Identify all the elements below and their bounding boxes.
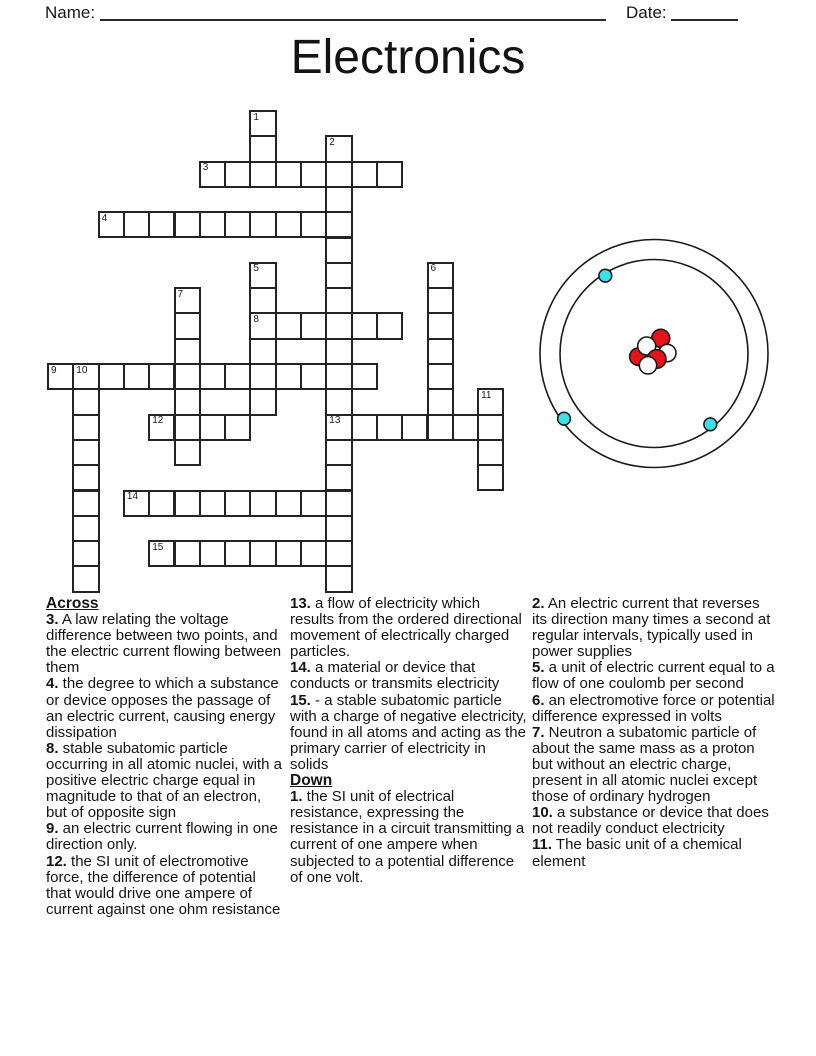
clue-text: a flow of electricity which results from the ordered directional movement of electrically charged particles. bbox=[290, 595, 522, 661]
grid-cell[interactable] bbox=[427, 338, 454, 365]
clue-text: The basic unit of a chemical element bbox=[532, 836, 742, 870]
grid-cell[interactable] bbox=[351, 414, 378, 441]
grid-cell[interactable] bbox=[224, 211, 251, 238]
page-title: Electronics bbox=[290, 31, 526, 84]
clue-number: 8. bbox=[46, 739, 59, 757]
grid-cell[interactable] bbox=[174, 338, 201, 365]
grid-cell[interactable] bbox=[300, 490, 327, 517]
grid-cell[interactable] bbox=[427, 262, 454, 289]
grid-cell[interactable] bbox=[249, 135, 276, 162]
grid-cell[interactable] bbox=[325, 237, 352, 264]
grid-cell[interactable] bbox=[249, 262, 276, 289]
grid-cell[interactable] bbox=[325, 540, 352, 567]
grid-cell[interactable] bbox=[224, 490, 251, 517]
name-blank-line[interactable] bbox=[100, 19, 606, 21]
grid-cell[interactable] bbox=[72, 363, 99, 390]
grid-cell[interactable] bbox=[249, 363, 276, 390]
clue-item bbox=[532, 725, 775, 805]
grid-cell[interactable] bbox=[325, 287, 352, 314]
grid-cell[interactable] bbox=[401, 414, 428, 441]
clue-item bbox=[46, 821, 283, 853]
grid-cell[interactable] bbox=[300, 363, 327, 390]
clue-number: 13. bbox=[290, 595, 311, 612]
grid-cell[interactable] bbox=[325, 439, 352, 466]
grid-cell[interactable] bbox=[325, 211, 352, 238]
grid-cell[interactable] bbox=[325, 388, 352, 415]
grid-cell[interactable] bbox=[72, 439, 99, 466]
grid-cell[interactable] bbox=[199, 211, 226, 238]
grid-cell[interactable] bbox=[199, 363, 226, 390]
grid-cell[interactable] bbox=[452, 414, 479, 441]
grid-cell[interactable] bbox=[427, 388, 454, 415]
grid-cell[interactable] bbox=[427, 287, 454, 314]
grid-cell[interactable] bbox=[174, 363, 201, 390]
grid-cell[interactable] bbox=[123, 211, 150, 238]
grid-cell[interactable] bbox=[325, 338, 352, 365]
grid-cell[interactable] bbox=[123, 363, 150, 390]
clue-number: 9. bbox=[46, 820, 59, 838]
name-label: Name: bbox=[45, 3, 96, 22]
clue-item bbox=[46, 854, 283, 918]
grid-cell[interactable] bbox=[72, 464, 99, 491]
clue-section-heading: Across bbox=[46, 595, 99, 612]
cell-number: 11 bbox=[481, 389, 492, 401]
electron bbox=[599, 269, 612, 282]
clue-number: 6. bbox=[532, 691, 545, 709]
grid-cell[interactable] bbox=[199, 490, 226, 517]
grid-cell[interactable] bbox=[275, 161, 302, 188]
grid-cell[interactable] bbox=[174, 439, 201, 466]
grid-cell[interactable] bbox=[98, 363, 125, 390]
grid-cell[interactable] bbox=[300, 540, 327, 567]
grid-cell[interactable] bbox=[351, 363, 378, 390]
grid-cell[interactable] bbox=[199, 540, 226, 567]
grid-cell[interactable] bbox=[72, 565, 99, 592]
grid-cell[interactable] bbox=[47, 363, 74, 390]
grid-cell[interactable] bbox=[427, 363, 454, 390]
grid-cell[interactable] bbox=[325, 565, 352, 592]
grid-cell[interactable] bbox=[174, 287, 201, 314]
neutron bbox=[639, 357, 656, 374]
atom-diagram bbox=[534, 234, 775, 475]
cell-number: 8 bbox=[253, 313, 259, 325]
grid-cell[interactable] bbox=[174, 490, 201, 517]
grid-cell[interactable] bbox=[325, 135, 352, 162]
grid-cell[interactable] bbox=[427, 312, 454, 339]
electron bbox=[558, 412, 571, 425]
grid-cell[interactable] bbox=[199, 161, 226, 188]
grid-cell[interactable] bbox=[325, 312, 352, 339]
grid-cell[interactable] bbox=[148, 363, 175, 390]
date-label: Date: bbox=[626, 3, 667, 22]
clue-item bbox=[532, 596, 775, 660]
grid-cell[interactable] bbox=[174, 388, 201, 415]
grid-cell[interactable] bbox=[477, 439, 504, 466]
cell-number: 14 bbox=[126, 491, 139, 502]
grid-cell[interactable] bbox=[72, 515, 99, 542]
grid-cell[interactable] bbox=[376, 312, 403, 339]
grid-cell[interactable] bbox=[275, 363, 302, 390]
grid-cell[interactable] bbox=[249, 338, 276, 365]
grid-cell[interactable] bbox=[72, 490, 99, 517]
grid-cell[interactable] bbox=[325, 490, 352, 517]
grid-cell[interactable] bbox=[249, 161, 276, 188]
clue-number: 12. bbox=[46, 852, 67, 870]
grid-cell[interactable] bbox=[174, 414, 201, 441]
cell-number: 1 bbox=[253, 111, 259, 123]
grid-cell[interactable] bbox=[300, 312, 327, 339]
grid-cell[interactable] bbox=[72, 388, 99, 415]
grid-cell[interactable] bbox=[325, 515, 352, 542]
grid-cell[interactable] bbox=[300, 161, 327, 188]
grid-cell[interactable] bbox=[477, 414, 504, 441]
grid-cell[interactable] bbox=[249, 287, 276, 314]
clue-number: 15. bbox=[290, 691, 311, 709]
clue-item bbox=[46, 676, 283, 740]
clue-column-2 bbox=[290, 596, 528, 886]
cell-number: 2 bbox=[329, 136, 335, 148]
date-blank-line[interactable] bbox=[671, 19, 738, 21]
clue-item bbox=[46, 741, 283, 821]
grid-cell[interactable] bbox=[174, 540, 201, 567]
grid-cell[interactable] bbox=[249, 540, 276, 567]
clue-item bbox=[290, 789, 528, 886]
grid-cell[interactable] bbox=[249, 388, 276, 415]
clue-number: 5. bbox=[532, 659, 545, 677]
cell-number: 10 bbox=[76, 364, 88, 376]
grid-cell[interactable] bbox=[351, 312, 378, 339]
grid-cell[interactable] bbox=[275, 312, 302, 339]
grid-cell[interactable] bbox=[98, 211, 125, 238]
clue-text: the SI unit of electromotive force, the difference of potential that would drive one ampere of current against one ohm resistance bbox=[46, 852, 281, 918]
clue-text: Neutron a subatomic particle of about the same mass as a proton but without an electric charge, present in all atomic nuclei except those of ordinary hydrogen bbox=[532, 723, 758, 806]
clue-number: 14. bbox=[290, 659, 311, 677]
clue-text: an electric current flowing in one direction only. bbox=[46, 820, 278, 854]
grid-cell[interactable] bbox=[427, 414, 454, 441]
clue-text: an electromotive force or potential difference expressed in volts bbox=[532, 691, 775, 725]
clue-number: 1. bbox=[290, 788, 303, 806]
clue-text: a material or device that conducts or transmits electricity bbox=[290, 659, 500, 693]
grid-cell[interactable] bbox=[148, 490, 175, 517]
clue-item bbox=[532, 837, 775, 869]
grid-cell[interactable] bbox=[249, 110, 276, 137]
grid-cell[interactable] bbox=[325, 363, 352, 390]
clue-section-heading: Down bbox=[290, 772, 333, 790]
cell-number: 13 bbox=[329, 415, 341, 427]
grid-cell[interactable] bbox=[275, 490, 302, 517]
grid-cell[interactable] bbox=[300, 211, 327, 238]
clue-text: a substance or device that does not readily conduct electricity bbox=[532, 804, 769, 838]
clue-number: 2. bbox=[532, 595, 545, 612]
clue-column-1 bbox=[46, 596, 283, 918]
grid-cell[interactable] bbox=[148, 211, 175, 238]
grid-cell[interactable] bbox=[351, 161, 378, 188]
cell-number: 9 bbox=[51, 364, 57, 376]
clue-text: a unit of electric current equal to a flow of one coulomb per second bbox=[532, 659, 775, 693]
grid-cell[interactable] bbox=[199, 414, 226, 441]
clue-number: 11. bbox=[532, 836, 553, 854]
clue-text: - a stable subatomic particle with a charge of negative electricity, found in all atoms and acting as the primary carrier of electricity in solids bbox=[290, 691, 527, 773]
grid-cell[interactable] bbox=[275, 540, 302, 567]
clue-item bbox=[46, 612, 283, 676]
clue-item bbox=[532, 805, 775, 837]
clue-text: stable subatomic particle occurring in all atomic nuclei, with a positive electric charge equal in magnitude to that of an electron, but of opposite sign bbox=[46, 739, 282, 822]
grid-cell[interactable] bbox=[249, 312, 276, 339]
grid-cell[interactable] bbox=[325, 262, 352, 289]
cell-number: 4 bbox=[101, 212, 108, 224]
clue-item bbox=[532, 693, 775, 725]
grid-cell[interactable] bbox=[72, 414, 99, 441]
grid-cell[interactable] bbox=[249, 490, 276, 517]
clue-text: An electric current that reverses its direction many times a second at regular intervals, typically used in power supplies bbox=[532, 595, 771, 661]
grid-cell[interactable] bbox=[148, 540, 175, 567]
cell-number: 6 bbox=[430, 263, 437, 275]
grid-cell[interactable] bbox=[72, 540, 99, 567]
grid-cell[interactable] bbox=[224, 540, 251, 567]
clue-item bbox=[290, 660, 528, 692]
clue-number: 4. bbox=[46, 675, 59, 693]
grid-cell[interactable] bbox=[224, 161, 251, 188]
grid-cell[interactable] bbox=[376, 161, 403, 188]
clue-number: 7. bbox=[532, 723, 545, 741]
grid-cell[interactable] bbox=[123, 490, 150, 517]
grid-cell[interactable] bbox=[174, 211, 201, 238]
cell-number: 7 bbox=[177, 288, 184, 300]
grid-cell[interactable] bbox=[325, 414, 352, 441]
grid-cell[interactable] bbox=[376, 414, 403, 441]
electron bbox=[704, 418, 717, 431]
grid-cell[interactable] bbox=[249, 211, 276, 238]
cell-number: 5 bbox=[253, 263, 259, 275]
grid-cell[interactable] bbox=[325, 186, 352, 213]
grid-cell[interactable] bbox=[224, 363, 251, 390]
cell-number: 3 bbox=[202, 162, 209, 174]
grid-cell[interactable] bbox=[325, 464, 352, 491]
cell-number: 12 bbox=[152, 415, 164, 427]
grid-cell[interactable] bbox=[325, 161, 352, 188]
clue-text: the SI unit of electrical resistance, expressing the resistance in a circuit transmitting a current of one ampere when subjected to a potential difference of one volt. bbox=[290, 788, 525, 886]
clue-item bbox=[290, 693, 528, 773]
grid-cell[interactable] bbox=[174, 312, 201, 339]
grid-cell[interactable] bbox=[477, 388, 504, 415]
clue-text: the degree to which a substance or device opposes the passage of an electric current, causing energy dissipation bbox=[46, 675, 279, 741]
cell-number: 15 bbox=[152, 541, 164, 553]
grid-cell[interactable] bbox=[148, 414, 175, 441]
clue-item bbox=[290, 596, 528, 660]
clue-item bbox=[532, 660, 775, 692]
clue-number: 10. bbox=[532, 804, 553, 822]
clue-text: A law relating the voltage difference between two points, and the electric current flowing between them bbox=[46, 611, 282, 677]
grid-cell[interactable] bbox=[477, 464, 504, 491]
grid-cell[interactable] bbox=[224, 414, 251, 441]
grid-cell[interactable] bbox=[275, 211, 302, 238]
clue-column-3 bbox=[532, 596, 775, 870]
clue-number: 3. bbox=[46, 611, 59, 629]
